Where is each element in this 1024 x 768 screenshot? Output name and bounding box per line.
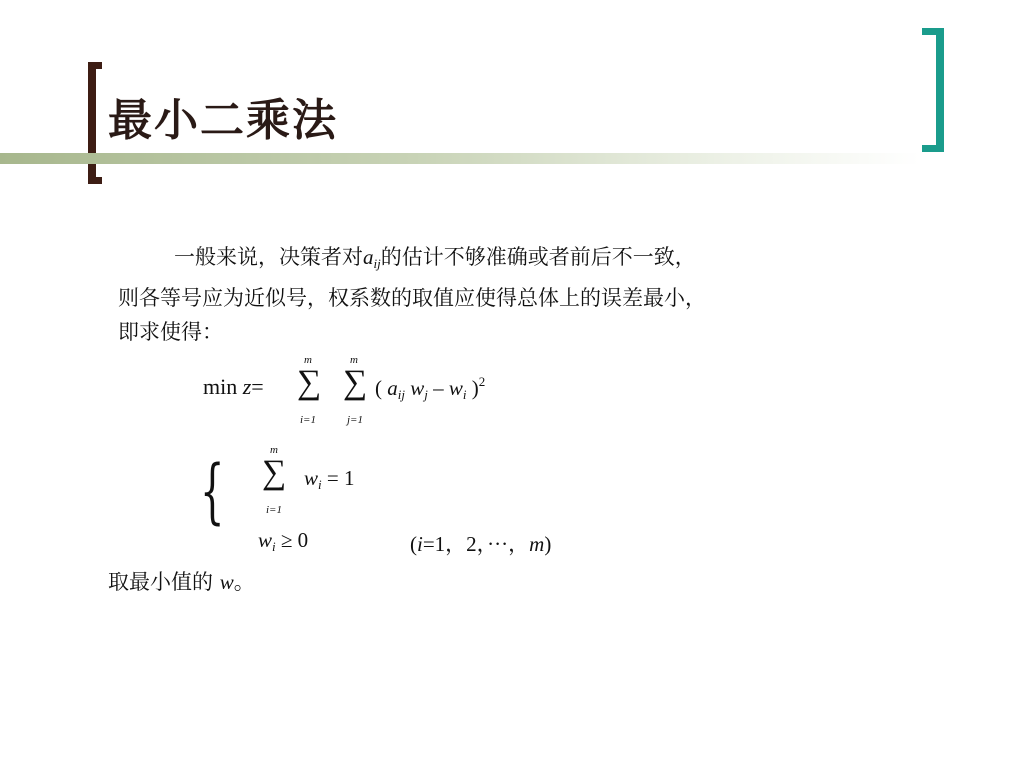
constraint-brace: {	[200, 450, 225, 532]
objective-body	[375, 374, 485, 403]
constraint-row2	[258, 528, 308, 555]
a-term: a	[387, 376, 398, 400]
objective-formula	[203, 352, 563, 432]
open-paren: (	[375, 376, 382, 400]
line1-prefix: 一般来说，决策者对	[174, 245, 363, 269]
range-values: =1，2，···，	[422, 532, 530, 556]
sum1-sigma: ∑	[297, 364, 322, 401]
conclusion-period: 。	[233, 570, 255, 594]
row1-w: w	[304, 466, 319, 490]
z-variable: z	[242, 374, 252, 399]
w-i-term: w	[448, 376, 463, 400]
range-close-paren: )	[544, 532, 552, 556]
row2-w-subscript: i	[272, 539, 276, 554]
row2-w: w	[258, 528, 273, 552]
constraint-sum-lower: i=1	[266, 504, 282, 516]
close-paren: )	[471, 376, 479, 400]
range-m: m	[529, 532, 545, 556]
index-range	[410, 528, 551, 558]
constraint-sum-upper: m	[270, 444, 278, 456]
minus-sign: –	[433, 376, 444, 400]
range-open-paren: (	[410, 532, 417, 556]
body-line2: 则各等号应为近似号，权系数的取值应使得总体上的误差最小，	[118, 286, 706, 310]
sum1-lower-limit: i=1	[300, 414, 316, 426]
slide-title: 最小二乘法	[108, 95, 338, 146]
sum2-upper-limit: m	[350, 354, 358, 366]
sum2-sigma: ∑	[343, 364, 368, 401]
objective-lhs	[203, 374, 264, 400]
line1-suffix: 的估计不够准确或者前后不一致，	[380, 245, 696, 269]
conclusion-w: w	[219, 570, 234, 594]
a-variable: a	[363, 245, 374, 269]
conclusion-text	[108, 566, 255, 596]
sum1-upper-limit: m	[304, 354, 312, 366]
equals-sign: =	[251, 374, 264, 399]
w-i-subscript: i	[462, 387, 467, 402]
row2-geq-zero: ≥ 0	[280, 528, 309, 552]
body-line3: 即求使得：	[118, 320, 223, 344]
left-bracket-decoration	[88, 62, 102, 184]
row1-w-subscript: i	[318, 477, 322, 492]
min-operator: min	[203, 374, 238, 399]
sum2-lower-limit: j=1	[347, 414, 363, 426]
w-j-subscript: j	[424, 387, 428, 402]
power-exponent: 2	[478, 374, 486, 389]
range-i: i	[417, 532, 423, 556]
body-paragraph	[118, 240, 918, 349]
right-bracket-decoration	[922, 28, 944, 152]
conclusion-prefix: 取最小值的	[108, 570, 213, 594]
constraint-sigma: ∑	[262, 454, 287, 491]
a-term-subscript: ij	[397, 387, 405, 402]
constraint-formula	[258, 442, 678, 562]
w-j-term: w	[410, 376, 425, 400]
row1-equals-one: = 1	[326, 466, 355, 490]
title-underline-bar	[0, 153, 920, 164]
a-subscript: ij	[373, 256, 381, 271]
constraint-row1	[304, 466, 354, 493]
